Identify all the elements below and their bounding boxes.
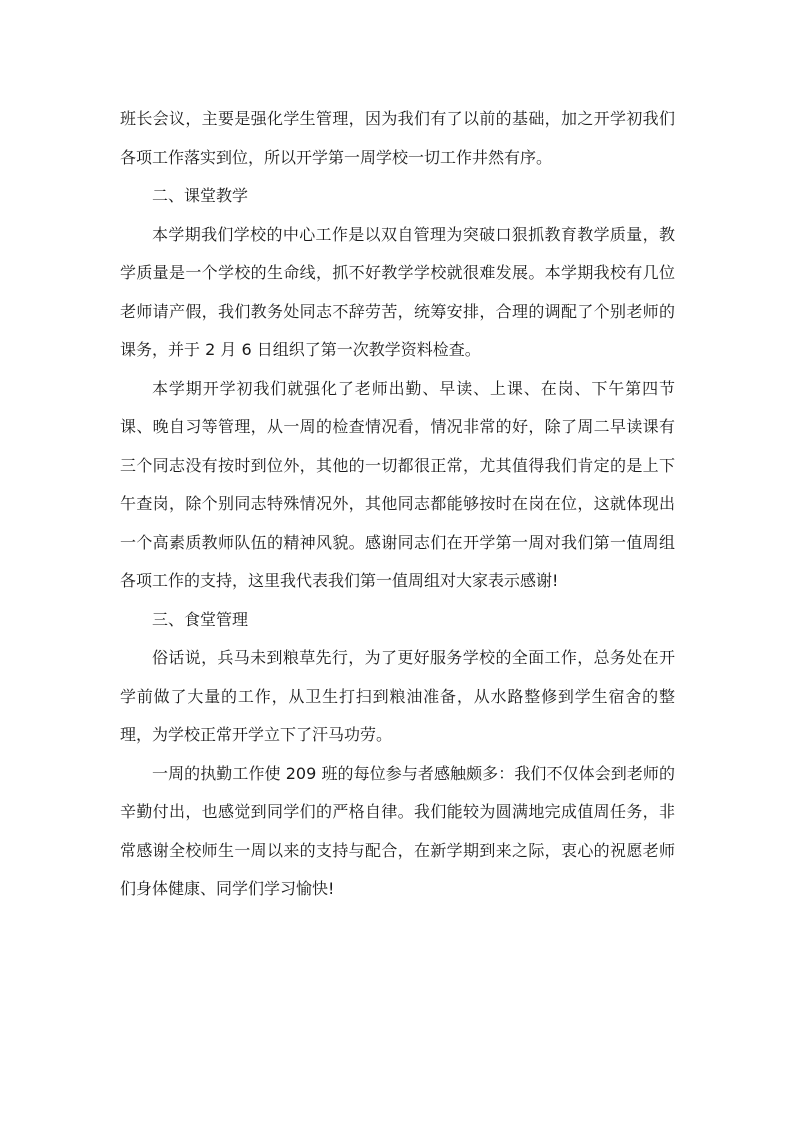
paragraph-continuation: 班长会议，主要是强化学生管理，因为我们有了以前的基础，加之开学初我们各项工作落实到位，所以开学第一周学校一切工作井然有序。	[120, 109, 675, 167]
section-heading-canteen-management: 三、食堂管理	[152, 609, 249, 629]
section-heading-classroom-teaching: 二、课堂教学	[152, 186, 249, 205]
document-body	[120, 100, 675, 909]
paragraph-logistics: 俗话说，兵马未到粮草先行，为了更好服务学校的全面工作，总务处在开学前做了大量的工作，从卫生打扫到粮油准备，从水路整修到学生宿舍的整理，为学校正常开学立下了汗马功劳。	[120, 648, 675, 744]
paragraph-closing: 一周的执勤工作使 209 班的每位参与者感触颇多：我们不仅体会到老师的辛勤付出，也感觉到同学们的严格自律。我们能较为圆满地完成值周任务，非常感谢全校师生一周以来的支持与配合，在新学期到来之际，衷心的祝愿老师们身体健康、同学们学习愉快!	[120, 763, 675, 898]
paragraph-teaching-quality: 本学期我们学校的中心工作是以双自管理为突破口狠抓教育教学质量，教学质量是一个学校的生命线，抓不好教学学校就很难发展。本学期我校有几位老师请产假，我们教务处同志不辞劳苦，统筹安排，合理的调配了个别老师的课务，并于 2 月 6 日组织了第一次教学资料检查。	[120, 224, 675, 359]
paragraph-attendance-management: 本学期开学初我们就强化了老师出勤、早读、上课、在岗、下午第四节课、晚自习等管理，从一周的检查情况看，情况非常的好，除了周二早读课有三个同志没有按时到位外，其他的一切都很正常，尤其值得我们肯定的是上下午查岗，除个别同志特殊情况外，其他同志都能够按时在岗在位，这就体现出一个高素质教师队伍的精神风貌。感谢同志们在开学第一周对我们第一值周组各项工作的支持，这里我代表我们第一值周组对大家表示感谢!	[120, 378, 675, 590]
